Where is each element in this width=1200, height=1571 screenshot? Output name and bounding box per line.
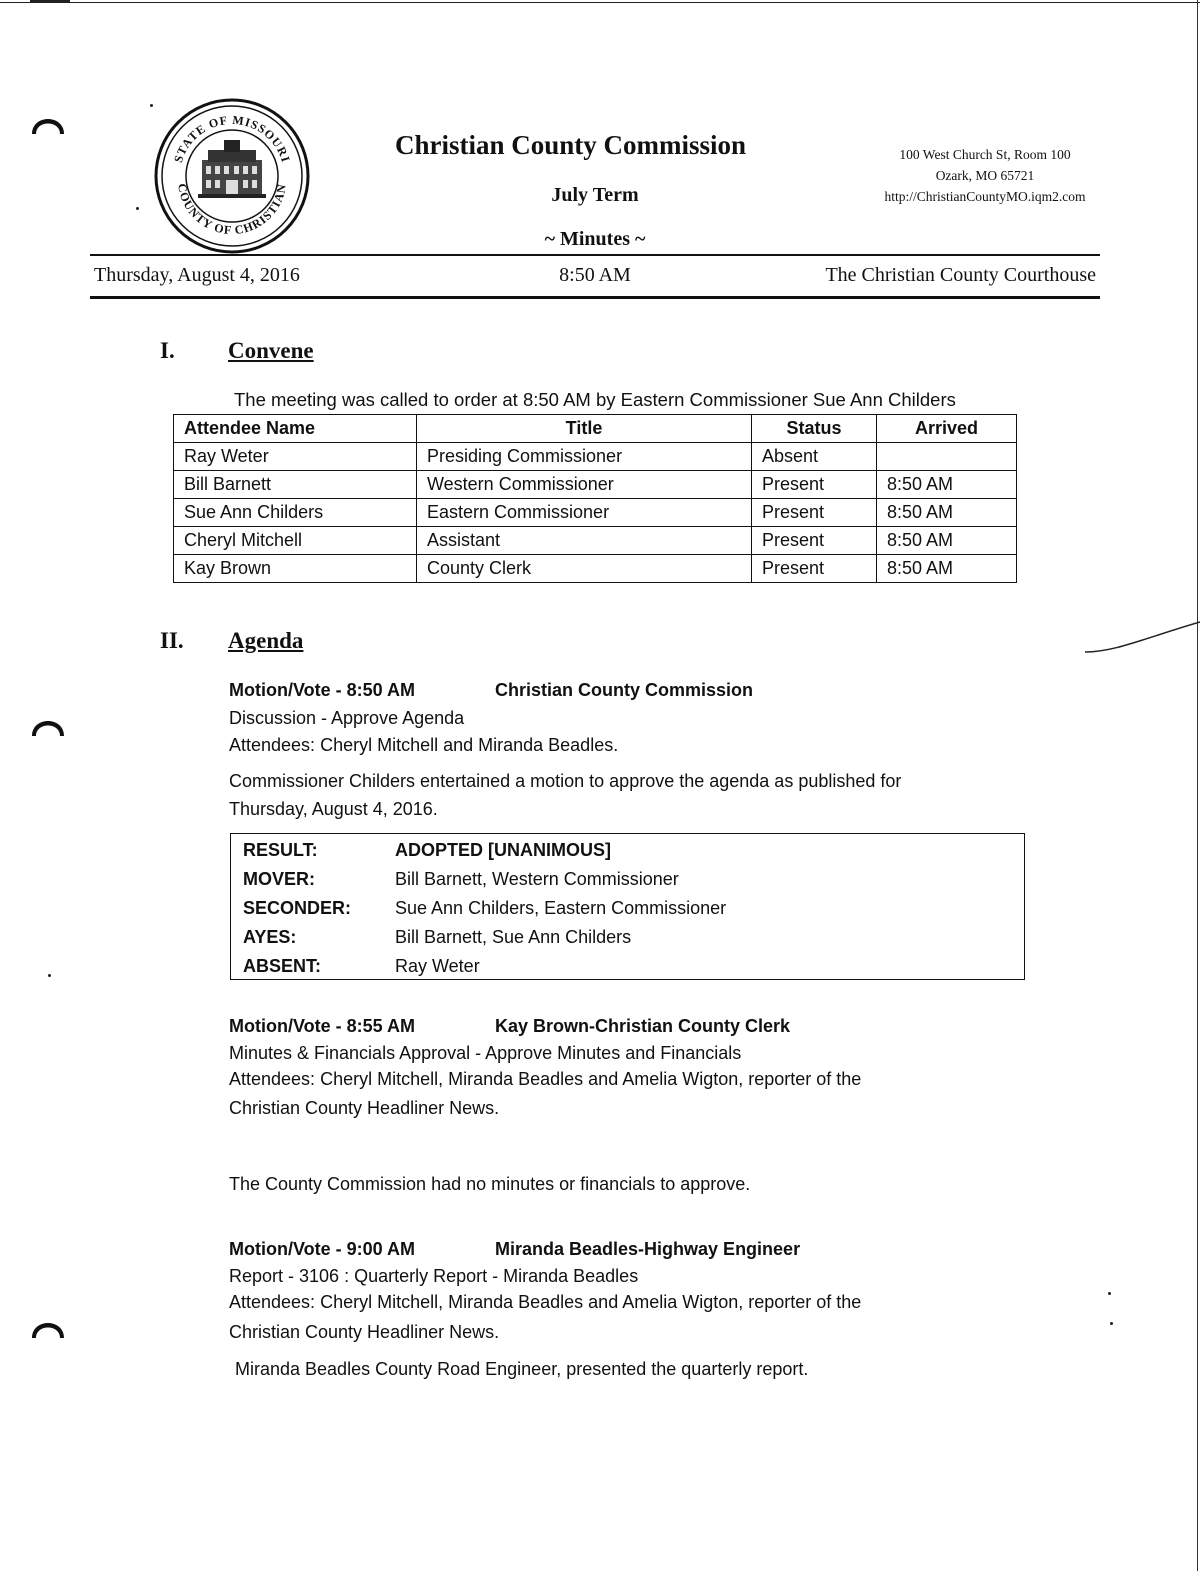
scan-speck xyxy=(1110,1322,1113,1325)
table-cell: 8:50 AM xyxy=(877,499,1017,527)
table-cell: Kay Brown xyxy=(174,555,417,583)
meeting-location: The Christian County Courthouse xyxy=(825,264,1096,286)
vote-key: AYES: xyxy=(243,927,297,947)
meeting-time: 8:50 AM xyxy=(559,264,631,286)
minutes-label: ~ Minutes ~ xyxy=(544,228,646,250)
column-header: Attendee Name xyxy=(174,415,417,443)
attendee-table xyxy=(173,414,1017,583)
address-line1: 100 West Church St, Room 100 xyxy=(899,147,1071,162)
column-header: Arrived xyxy=(877,415,1017,443)
scan-speck xyxy=(150,104,153,107)
meeting-date: Thursday, August 4, 2016 xyxy=(94,264,300,286)
table-cell: Bill Barnett xyxy=(174,471,417,499)
table-row xyxy=(174,471,1017,499)
table-cell: 8:50 AM xyxy=(877,471,1017,499)
item-attendees-cont: Christian County Headliner News. xyxy=(229,1322,500,1342)
table-cell: Present xyxy=(752,499,877,527)
punch-hole-icon xyxy=(28,1308,68,1348)
address-line2: Ozark, MO 65721 xyxy=(935,168,1035,183)
table-cell: Sue Ann Childers xyxy=(174,499,417,527)
punch-hole-icon xyxy=(28,706,68,746)
item-attendees: Attendees: Cheryl Mitchell, Miranda Beadles and Amelia Wigton, reporter of the xyxy=(229,1292,862,1312)
scan-edge-mark xyxy=(30,0,70,2)
table-cell: Cheryl Mitchell xyxy=(174,527,417,555)
item-attendees-cont: Christian County Headliner News. xyxy=(229,1098,500,1118)
table-cell: Present xyxy=(752,471,877,499)
table-cell: Present xyxy=(752,527,877,555)
item-attendees: Attendees: Cheryl Mitchell and Miranda Beadles. xyxy=(229,735,619,755)
item-heading-body: Miranda Beadles-Highway Engineer xyxy=(495,1239,801,1259)
table-cell xyxy=(877,443,1017,471)
table-row xyxy=(174,443,1017,471)
vote-result-box xyxy=(230,833,1025,980)
section-number: II. xyxy=(160,628,184,653)
table-row xyxy=(174,527,1017,555)
table-cell: 8:50 AM xyxy=(877,527,1017,555)
seal-text-bottom: COUNTY OF CHRISTIAN xyxy=(174,182,290,238)
vote-key: MOVER: xyxy=(243,869,315,889)
table-row xyxy=(174,499,1017,527)
vote-key: SECONDER: xyxy=(243,898,352,918)
section-number: I. xyxy=(160,338,175,363)
item-line: Report - 3106 : Quarterly Report - Miranda Beadles xyxy=(229,1266,639,1286)
vote-key: ABSENT: xyxy=(243,956,322,976)
section-title-agenda: Agenda xyxy=(228,628,304,653)
table-cell: Absent xyxy=(752,443,877,471)
section-title-convene: Convene xyxy=(228,338,314,363)
vote-key: RESULT: xyxy=(243,840,318,860)
scan-edge-line xyxy=(0,2,1200,3)
item-heading-body: Kay Brown-Christian County Clerk xyxy=(495,1016,791,1036)
table-cell: Present xyxy=(752,555,877,583)
table-cell: Western Commissioner xyxy=(417,471,752,499)
table-cell: Presiding Commissioner xyxy=(417,443,752,471)
scan-speck xyxy=(48,974,51,977)
county-seal-logo xyxy=(154,98,310,254)
table-cell: Assistant xyxy=(417,527,752,555)
table-header-row xyxy=(174,415,1017,443)
column-header: Status xyxy=(752,415,877,443)
punch-hole-icon xyxy=(28,104,68,144)
scan-speck xyxy=(1108,1292,1111,1295)
item-attendees: Attendees: Cheryl Mitchell, Miranda Beadles and Amelia Wigton, reporter of the xyxy=(229,1069,862,1089)
item-heading-body: Christian County Commission xyxy=(495,680,754,700)
table-cell: 8:50 AM xyxy=(877,555,1017,583)
table-cell: Ray Weter xyxy=(174,443,417,471)
item-line: Minutes & Financials Approval - Approve Minutes and Financials xyxy=(229,1043,742,1063)
item-heading-time: Motion/Vote - 8:50 AM xyxy=(229,680,415,700)
column-header: Title xyxy=(417,415,752,443)
scan-speck xyxy=(136,207,139,210)
vote-value: Bill Barnett, Western Commissioner xyxy=(395,869,679,889)
scan-right-edge xyxy=(1197,0,1198,1571)
table-cell: County Clerk xyxy=(417,555,752,583)
vote-value: ADOPTED [UNANIMOUS] xyxy=(395,840,611,860)
term-label: July Term xyxy=(551,184,639,206)
commission-title: Christian County Commission xyxy=(395,130,747,160)
vote-value: Sue Ann Childers, Eastern Commissioner xyxy=(395,898,727,918)
item-heading-time: Motion/Vote - 9:00 AM xyxy=(229,1239,415,1259)
seal-text-top: STATE OF MISSOURI xyxy=(170,112,294,165)
vote-value: Bill Barnett, Sue Ann Childers xyxy=(395,927,632,947)
table-cell: Eastern Commissioner xyxy=(417,499,752,527)
convene-statement: The meeting was called to order at 8:50 AM by Eastern Commissioner Sue Ann Childers xyxy=(234,389,956,410)
header-rule-top xyxy=(90,254,1100,256)
item-paragraph: Miranda Beadles County Road Engineer, presented the quarterly report. xyxy=(235,1359,809,1379)
vote-value: Ray Weter xyxy=(395,956,480,976)
item-paragraph: The County Commission had no minutes or financials to approve. xyxy=(229,1174,751,1194)
item-line: Discussion - Approve Agenda xyxy=(229,708,465,728)
address-block xyxy=(840,144,1130,207)
scan-curve-mark xyxy=(1085,618,1200,658)
website-text: http://ChristianCountyMO.iqm2.com xyxy=(884,189,1086,204)
table-row xyxy=(174,555,1017,583)
item-paragraph: Commissioner Childers entertained a motion to approve the agenda as published for xyxy=(229,771,902,791)
item-heading-time: Motion/Vote - 8:55 AM xyxy=(229,1016,415,1036)
item-paragraph: Thursday, August 4, 2016. xyxy=(229,799,438,819)
header-rule-bottom xyxy=(90,296,1100,299)
